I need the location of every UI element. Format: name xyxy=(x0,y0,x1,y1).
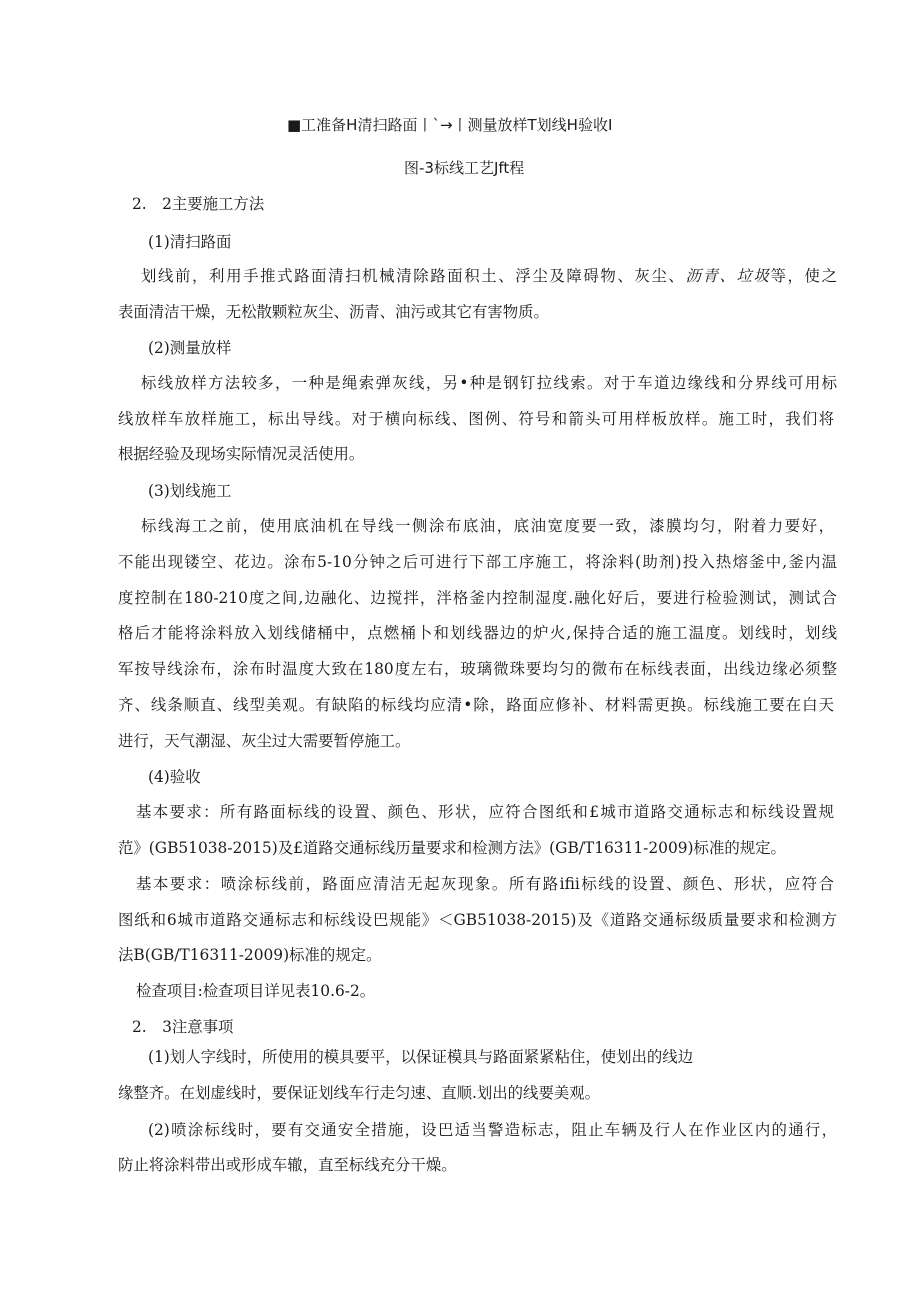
section-heading-2-3: 2. 3注意事项 xyxy=(132,1018,234,1036)
text-run: 划线前，利用手推式路面清扫机械清除路面积土、浮尘及障碍物、灰尘、 xyxy=(141,267,686,285)
section-heading-2-2: 2. 2主要施工方法 xyxy=(132,195,265,213)
paragraph-line: 检查项目:检查项目详见表10.6-2。 xyxy=(136,982,376,1000)
figure-caption: 图-3标线工艺Jft程 xyxy=(404,159,525,177)
paragraph-line: 防止将涂料带出或形成车辙，直至标线充分干燥。 xyxy=(118,1156,457,1174)
paragraph-line xyxy=(141,266,837,286)
paragraph-line: 标线海工之前，使用底油机在导线一侧涂布底油，底油宽度要一致，漆膜均匀，附着力要好， xyxy=(141,517,834,535)
subheading-acceptance: (4)验收 xyxy=(148,768,201,786)
subheading-line-marking: (3)划线施工 xyxy=(148,482,232,500)
paragraph-line: 根据经验及现场实际情况灵活使用。 xyxy=(118,445,365,463)
paragraph-line: 基本要求：喷涂标线前，路面应清洁无起灰现象。所有路ifii标线的设置、颜色、形状，应符合 xyxy=(136,875,834,893)
flow-line-part2: `→丨测量放样T划线H验收I xyxy=(432,116,613,134)
paragraph-line: (1)划人字线时，所使用的模具要平，以保证模具与路面紧紧粘住，使划出的线边 xyxy=(148,1048,694,1066)
paragraph-line: 格后才能将涂料放入划线储桶中，点燃桶卜和划线器边的炉火,保持合适的施工温度。划线时，划线 xyxy=(118,624,837,642)
paragraph-line: 进行，天气潮湿、灰尘过大需要暂停施工。 xyxy=(118,732,411,750)
paragraph-line: 线放样车放样施工，标出导线。对于横向标线、图例、符号和箭头可用样板放样。施工时，我们将 xyxy=(118,410,834,428)
paragraph-line: 标线放样方法较多，一种是绳索弹灰线，另•种是钢钉拉线索。对于车道边缘线和分界线可用标 xyxy=(141,374,837,392)
process-flow-line xyxy=(287,115,612,135)
paragraph-line: 范》(GB51038-2015)及£道路交通标线历量要求和检测方法》(GB/T16311-2009)标准的规定。 xyxy=(118,839,786,857)
paragraph-line: (2)喷涂标线时，要有交通安全措施，设巴适当警造标志，阻止车辆及行人在作业区内的通行， xyxy=(148,1121,837,1139)
paragraph-line: 缘整齐。在划虚线时，要保证划线车行走匀速、直顺.划出的线要美观。 xyxy=(118,1084,601,1102)
paragraph-line: 表面清洁干燥，无松散颗粒灰尘、沥青、油污或其它有害物质。 xyxy=(118,303,549,321)
paragraph-line: 图纸和6城市道路交通标志和标线设巴规能》＜GB51038-2015)及《道路交通标级质量要求和检测方 xyxy=(118,911,837,929)
flow-line-part1: ■工准备H清扫路面丨 xyxy=(287,116,433,134)
paragraph-line: 齐、线条顺直、线型美观。有缺陷的标线均应清•除，路面应修补、材料需更换。标线施工要在白天 xyxy=(118,696,834,714)
paragraph-line: 度控制在180-210度之间,边融化、边搅拌，泮格釜内控制湿度.融化好后，要进行检验测试，测试合 xyxy=(118,589,837,607)
subheading-clean-road: (1)清扫路面 xyxy=(148,233,232,251)
paragraph-line: 军按导线涂布，涂布时温度大致在180度左右，玻璃微珠要均匀的微布在标线表面，出线边缘必须整 xyxy=(118,660,837,678)
paragraph-line: 不能出现镂空、花边。涂布5-10分钟之后可进行下部工序施工，将涂料(助剂)投入热熔釜中,釜内温 xyxy=(118,553,837,571)
italic-text-run: 沥青、垃圾 xyxy=(685,267,771,285)
paragraph-line: 法B(GB/T16311-2009)标准的规定。 xyxy=(118,946,382,964)
paragraph-line: 基本要求：所有路面标线的设置、颜色、形状，应符合图纸和£城市道路交通标志和标线设置规 xyxy=(136,803,834,821)
subheading-survey-layout: (2)测量放样 xyxy=(148,339,232,357)
text-run: 等，使之 xyxy=(770,267,837,285)
